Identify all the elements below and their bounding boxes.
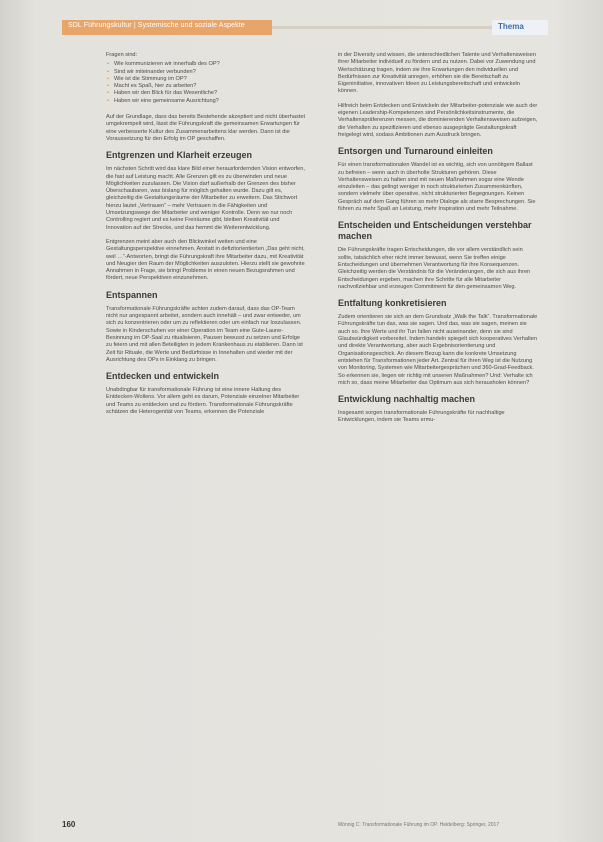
paragraph: Entgrenzen meint aber auch den Blickwinkel weiten und eine Gestaltungsperspektive einnehmen. Anstatt in defizitorientierten „Das geht nicht, weil …“-Antworten, bringt die Führungskraft ihre Mitarbeiter dazu, mit Kreativität und Neugier den Raum der Möglichkeiten auszuloten. Hierzu stellt sie gewohnte Annahmen in Frage, sie bringt Probleme in einen neuen Bezugsrahmen und fördert, neue Perspektiven einzunehmen. [106, 238, 305, 282]
section-heading: Entsorgen und Turnaround einleiten [338, 146, 493, 157]
section-heading: Entspannen [106, 289, 158, 300]
paragraph: in der Diversity und wissen, die unterschiedlichen Talente und Verhaltensweisen ihrer Mitarbeiter individuell zu fördern und zu nutzen. Dabei vor Zuwendung und Wertschätzung tragen, indem sie ihre Erwartungen den individuellen und Bedürfnissen zur Kreativität anregen, erhöhen sie die Bereitschaft zu Eigeninitiative, innovativen Ideen zu Leistungsbereitschaft und entwickeln können. [338, 52, 536, 95]
page-number: 160 [62, 820, 76, 829]
section-label: SDL Führungskultur | Systemische und soziale Aspekte [68, 22, 245, 29]
theme-label: Thema [498, 22, 524, 31]
list-item: • Haben wir eine gemeinsame Ausrichtung? [106, 98, 306, 105]
paragraph: Auf der Grundlage, dass das bereits Bestehende akzeptiert und nicht überhastet umgekrempelt wird, lässt die Führungskraft die gemeinsamen Erwartungen für eine verbesserte Kultur des Zusammenarbeitens klar werden. Dann ist die Voraussetzung für den Erfolg im OP geschaffen. [106, 114, 306, 142]
questions-list [106, 61, 306, 105]
paragraph: Hilfreich beim Entdecken und Entwickeln der Mitarbeiter-potenziale wie auch der eigenen Leadership-Kompetenzen sind Persönlichkeitsinstrumente, die Verhaltenspräferenzen messen, die dominierenden Verhaltensweisen aufzeigen, die Verhalten zu spezifizieren und ebenso ausgeprägte Gestaltungskraft freigelegt wird, sodass Ambitionen zum Ausdruck bringen. [338, 102, 538, 138]
paragraph: Unabdingbar für transformationale Führung ist eine innere Haltung des Entdecken-Wollens. Vor allem geht es darum, Potenziale einzelner Mitarbeiter und Teams zu entdecken und zu fördern. Transformationale Führungskräfte schätzen die Heterogenität von Teams, erkennen die Potenziale [106, 387, 300, 415]
footer-source: Mönnig C: Transformationale Führung im OP. Heidelberg: Springer, 2017 [338, 822, 500, 828]
section-heading: Entscheiden und Entscheidungen verstehbar machen [338, 220, 532, 242]
paragraph: Die Führungskräfte tragen Entscheidungen, die vor allem verständlich sein sollte, tatsächlich eher nicht immer bewusst, wenn Sie treffen einige Entscheidungen und übernehmen Verantwortung für ihre Konsequenzen. Gleichzeitig werden die Verständnis für die Veränderungen, die sich aus ihren Entscheidungen ergeben, machen ihre Schritte für alle Mitarbeiter nachvollziehbar und erzeugen Commitment für den gemeinsamen Weg. [338, 247, 531, 290]
section-heading: Entgrenzen und Klarheit erzeugen [106, 150, 253, 161]
paragraph: Insgesamt sorgen transformationale Führungskräfte für nachhaltige Entwicklungen, indem sie Teams ermu- [338, 410, 505, 424]
section-label-bar [62, 20, 272, 35]
left-column [106, 52, 306, 423]
list-item: • Sind wir miteinander verbunden? [106, 69, 306, 76]
list-item: • Wie kommunizieren wir innerhalb des OP? [106, 61, 306, 68]
section-heading: Entwicklung nachhaltig machen [338, 394, 476, 405]
paragraph: Transformationale Führungskräfte achten zudem darauf, dass das OP-Team nicht nur angespannt arbeitet, sondern auch innehält – und zwar entweder, um sich zu konzentrieren oder um zu reflektieren oder um einfach nur loszulassen. Sowie in Kinderschuhen vor einer Operation im Team eine Gute-Laune-Besinnung im OP-Saal zu ritualisieren, Pausen bewusst zu setzen und Erfolge zu feiern und mit allen Beteiligten in jedem Krankenhaus zu etablieren. Dann ist Zeit für Rituale, die Werte und Bedürfnisse in Innehalten und wieder mit der Ausrichtung des OPs in Einklang zu bringen. [106, 305, 303, 363]
list-item: • Haben wir den Blick für das Wesentliche? [106, 90, 306, 97]
header-divider [272, 26, 492, 29]
list-item: • Macht es Spaß, hier zu arbeiten? [106, 83, 306, 90]
section-heading: Entfaltung konkretisieren [338, 298, 447, 309]
list-item: • Wie ist die Stimmung im OP? [106, 76, 306, 83]
page-header [0, 20, 603, 35]
section-heading: Entdecken und entwickeln [106, 371, 220, 382]
paragraph: Für einen transformationalen Wandel ist es wichtig, sich von unnötigem Ballast zu befreien – wenn auch in überholte Strukturen gehören. Diese Verhaltensweisen zu halten sind mit neuen Maßnahmen sogar eine Wende einzuleiten – das gelingt weniger in noch strukturierten Zusammenkünften, sondern vielmehr über operative, nicht strukturierten Begegnungen. Keinen Gespräch auf dem Gang führen so mehr Dialoge als starre Besprechungen. Sie führen zu mehr Spaß an Leistung, mehr Inspiration und mehr Teilnahme. [338, 162, 536, 213]
questions-intro: Fragen sind: [106, 52, 138, 58]
right-column [338, 52, 538, 432]
theme-label-box [492, 20, 548, 35]
paragraph: Zudem orientieren sie sich an dem Grundsatz „Walk the Talk“. Transformationale Führungskräfte tun das, was sie sagen. Und das, was sie sagen, meinen sie auch so. Ihre Werte und ihr Tun fallen nicht auseinander, denn sie sind Glaubwürdigkeit vorbereitet. Indem handeln spiegelt sich kooperatives Verhalten und direkte Verantwortung, aber auch Ergebnisorientierung und Organisationsgeschick. An diesem Bezug kann die konkrete Umsetzung entstehen für Transformationen jeder Art. Zentral für ihren Weg ist die Nutzung von Monitoring, Systemen wie Mitarbeitergesprächen und 360-Grad-Feedback. So erkennen sie, liegen wir richtig mit unseren Maßnahmen? Und: Verhalte ich mich so, dass meine Mitarbeiter das Optimum aus sich herausholen können? [338, 314, 538, 386]
paragraph: Im nächsten Schritt wird das klare Bild einer herausfordernden Vision entworfen, die fast auf Leistung macht. Alle Grenzen gilt es zu überwinden und neue Möglichkeiten zuzulassen. Die Vision darf außerhalb der Grenzen des bisher Überschaubaren, was bislang für möglich gehalten wurde. Dazu gilt es, gleichzeitig die Gestaltungsräume der Mitarbeiter zu erweitern. Das Stichwort hierzu lautet „Vertrauen“ – mehr Vertrauen in die Fähigkeiten und Umsetzungswege der Mitarbeiter und weniger Kontrolle. Denn wo nur noch Controlling regiert und es keine Freiräume gibt, bleiben Kreativität und Innovation auf der Strecke, und das hemmt die Weiterentwicklung. [106, 166, 305, 231]
